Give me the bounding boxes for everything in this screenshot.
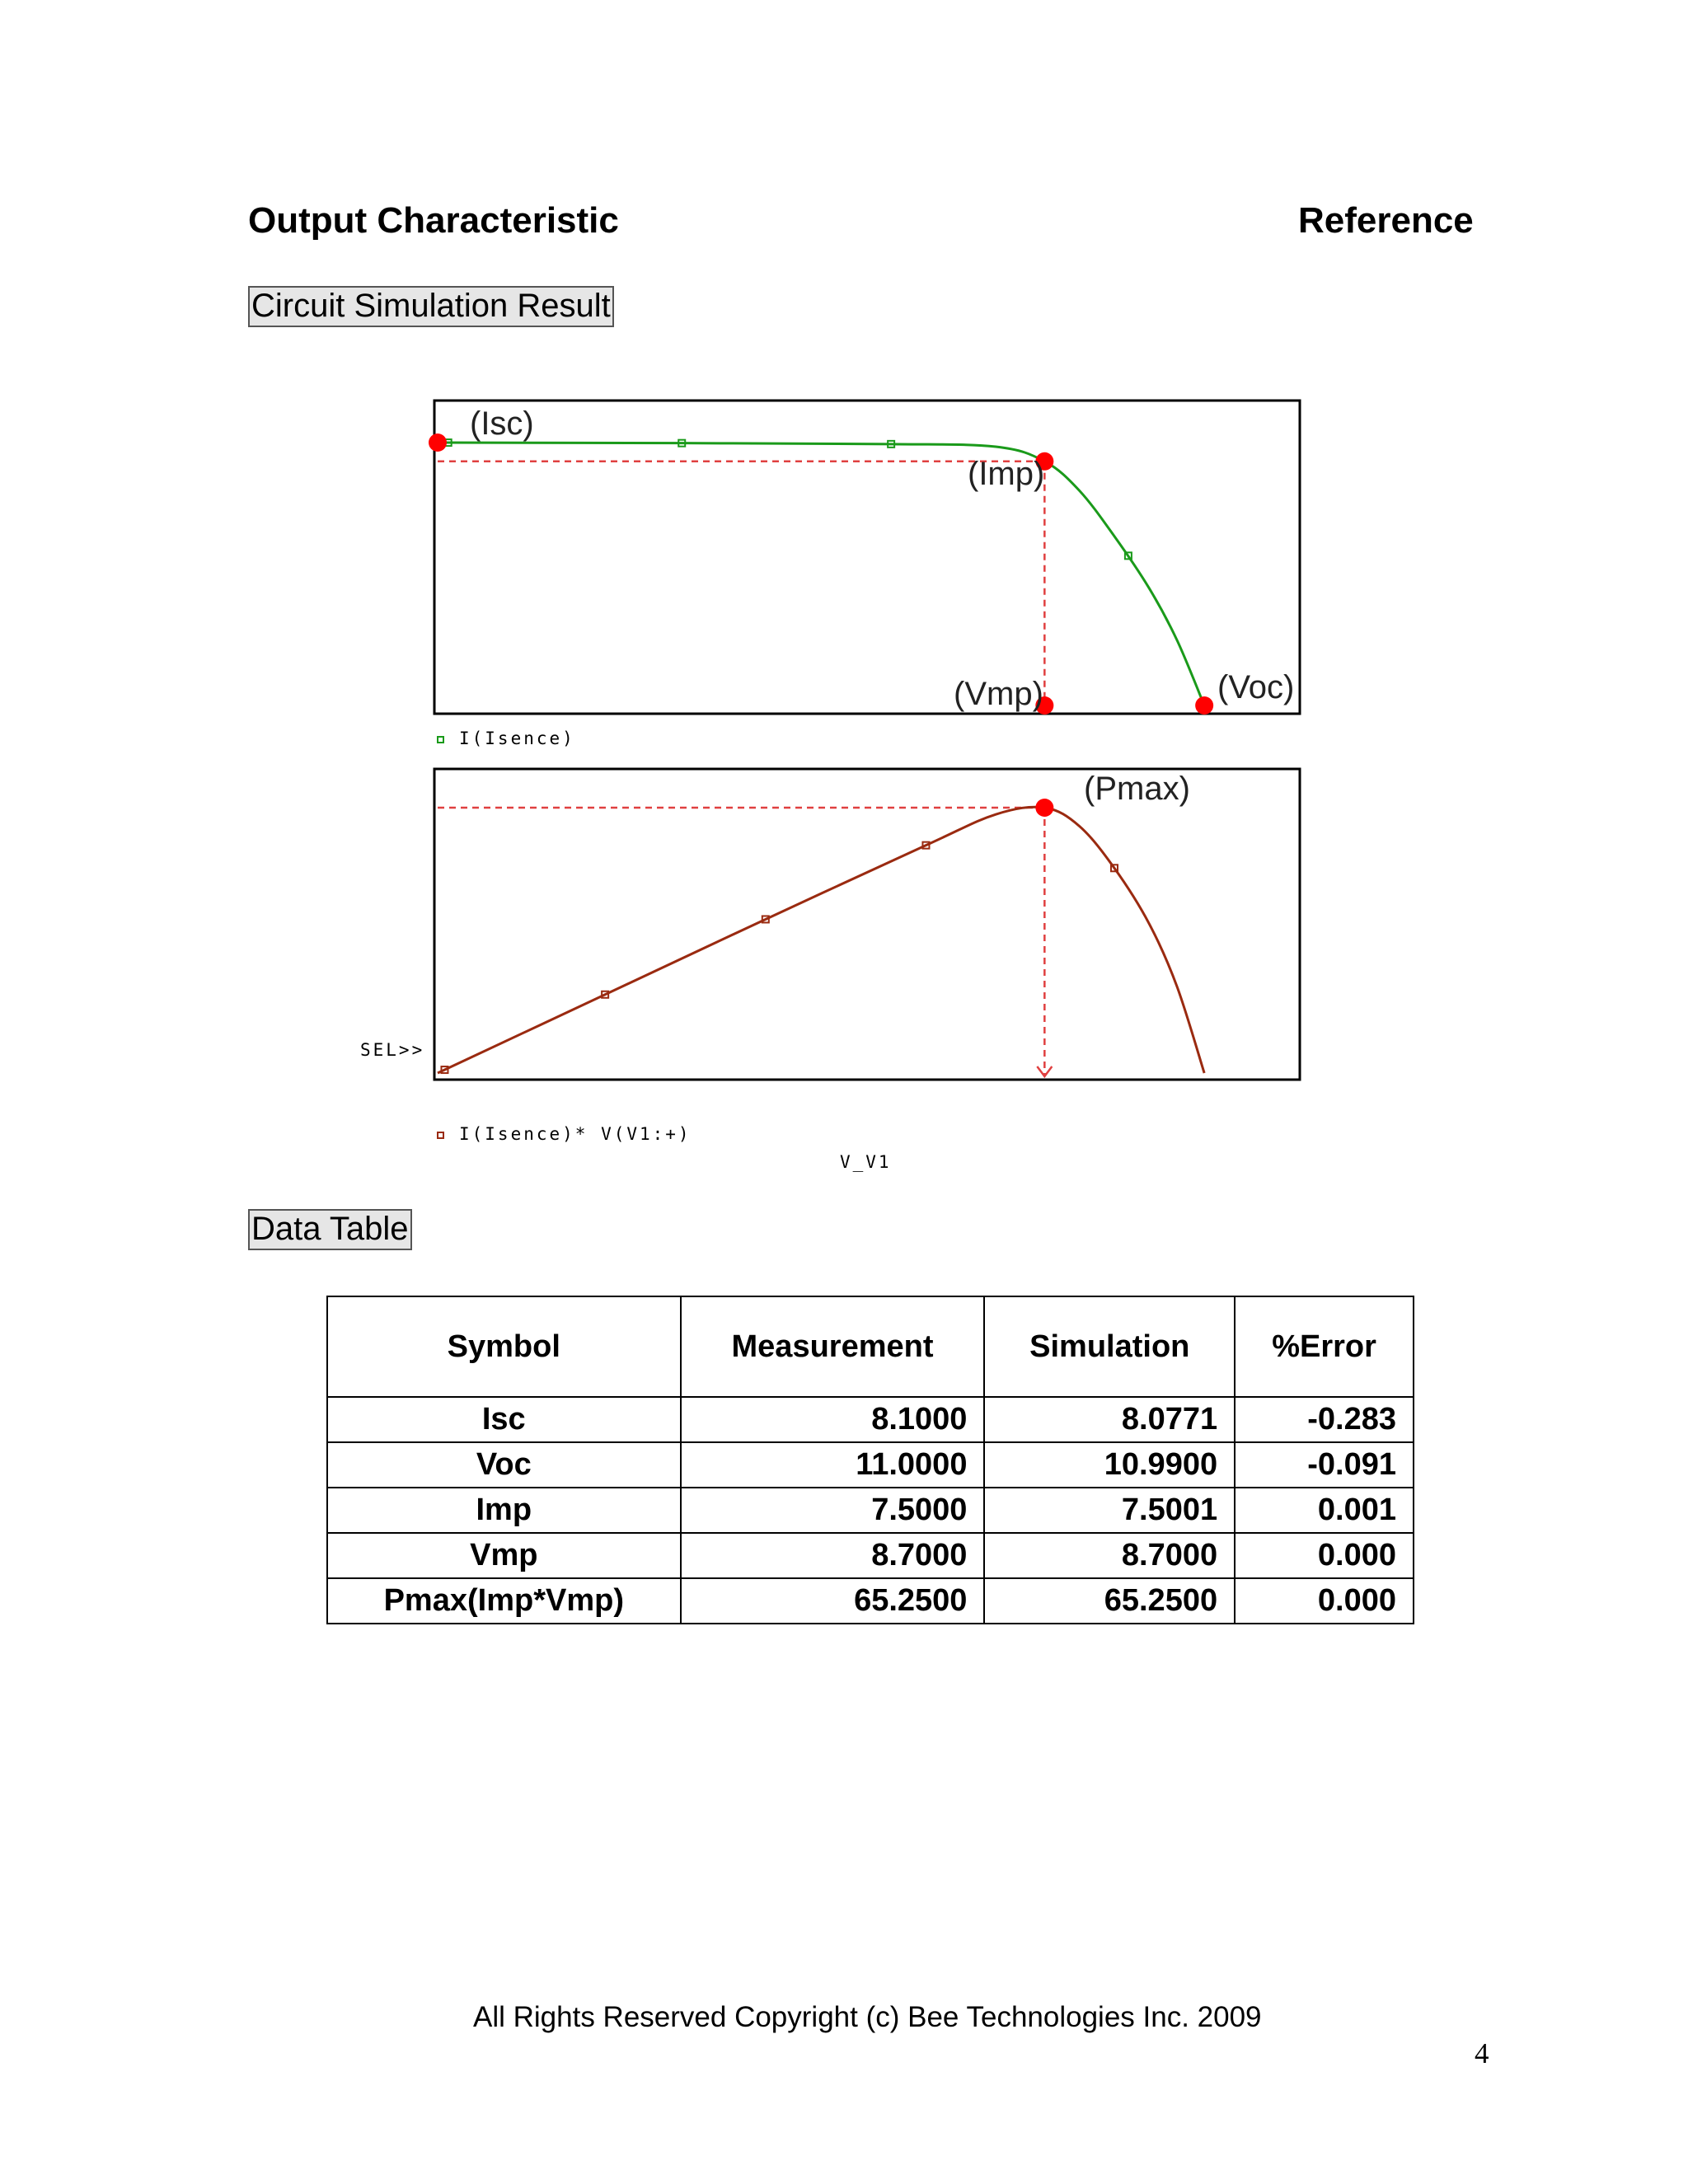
marker-pmax bbox=[1035, 799, 1053, 817]
cell-measurement: 11.0000 bbox=[681, 1442, 985, 1488]
simulation-section-label: Circuit Simulation Result bbox=[248, 286, 614, 327]
cell-simulation: 10.9900 bbox=[984, 1442, 1235, 1488]
cell-measurement: 65.2500 bbox=[681, 1578, 985, 1624]
header-measurement: Measurement bbox=[681, 1296, 985, 1397]
cell-simulation: 65.2500 bbox=[984, 1578, 1235, 1624]
cell-measurement: 7.5000 bbox=[681, 1488, 985, 1533]
bottom-plot-frame bbox=[434, 769, 1300, 1080]
cell-error: -0.283 bbox=[1235, 1397, 1414, 1442]
table-header-row bbox=[327, 1296, 1414, 1397]
x-axis-label: V_V1 bbox=[840, 1152, 892, 1172]
top-legend-text: I(Isence) bbox=[459, 729, 575, 748]
sel-marker: SEL>> bbox=[360, 1040, 425, 1060]
vmp-label: (Vmp) bbox=[954, 676, 1043, 712]
cell-simulation: 7.5001 bbox=[984, 1488, 1235, 1533]
bottom-legend bbox=[437, 1124, 692, 1144]
cell-symbol: Voc bbox=[327, 1442, 681, 1488]
top-plot-frame bbox=[434, 401, 1300, 714]
pmax-label: (Pmax) bbox=[1084, 771, 1190, 807]
cell-symbol: Vmp bbox=[327, 1533, 681, 1578]
top-legend bbox=[437, 729, 575, 748]
voc-label: (Voc) bbox=[1217, 669, 1295, 705]
imp-label: (Imp) bbox=[968, 456, 1045, 492]
isc-label: (Isc) bbox=[470, 405, 534, 442]
bottom-legend-text: I(Isence)* V(V1:+) bbox=[459, 1124, 692, 1144]
cell-simulation: 8.7000 bbox=[984, 1533, 1235, 1578]
table-row bbox=[327, 1397, 1414, 1442]
table-row bbox=[327, 1442, 1414, 1488]
power-legend-icon bbox=[437, 1132, 444, 1139]
table-section-label: Data Table bbox=[248, 1209, 412, 1250]
marker-isc bbox=[429, 434, 447, 452]
cell-error: 0.000 bbox=[1235, 1578, 1414, 1624]
data-table bbox=[326, 1296, 1414, 1624]
header-simulation: Simulation bbox=[984, 1296, 1235, 1397]
header-error: %Error bbox=[1235, 1296, 1414, 1397]
page-number: 4 bbox=[1475, 2037, 1489, 2069]
cell-error: 0.000 bbox=[1235, 1533, 1414, 1578]
cell-error: -0.091 bbox=[1235, 1442, 1414, 1488]
cell-measurement: 8.7000 bbox=[681, 1533, 985, 1578]
cell-symbol: Isc bbox=[327, 1397, 681, 1442]
page-title: Output Characteristic bbox=[248, 200, 619, 241]
cell-measurement: 8.1000 bbox=[681, 1397, 985, 1442]
cell-error: 0.001 bbox=[1235, 1488, 1414, 1533]
table-row bbox=[327, 1488, 1414, 1533]
power-series-line bbox=[438, 807, 1204, 1073]
reference-heading: Reference bbox=[1298, 200, 1474, 241]
current-series-line bbox=[438, 443, 1204, 705]
table-row bbox=[327, 1533, 1414, 1578]
current-legend-icon bbox=[437, 736, 444, 743]
cell-symbol: Pmax(Imp*Vmp) bbox=[327, 1578, 681, 1624]
marker-voc bbox=[1195, 696, 1213, 715]
cell-simulation: 8.0771 bbox=[984, 1397, 1235, 1442]
copyright-text: All Rights Reserved Copyright (c) Bee Technologies Inc. 2009 bbox=[473, 2001, 1262, 2033]
header-symbol: Symbol bbox=[327, 1296, 681, 1397]
cell-symbol: Imp bbox=[327, 1488, 681, 1533]
table-row bbox=[327, 1578, 1414, 1624]
